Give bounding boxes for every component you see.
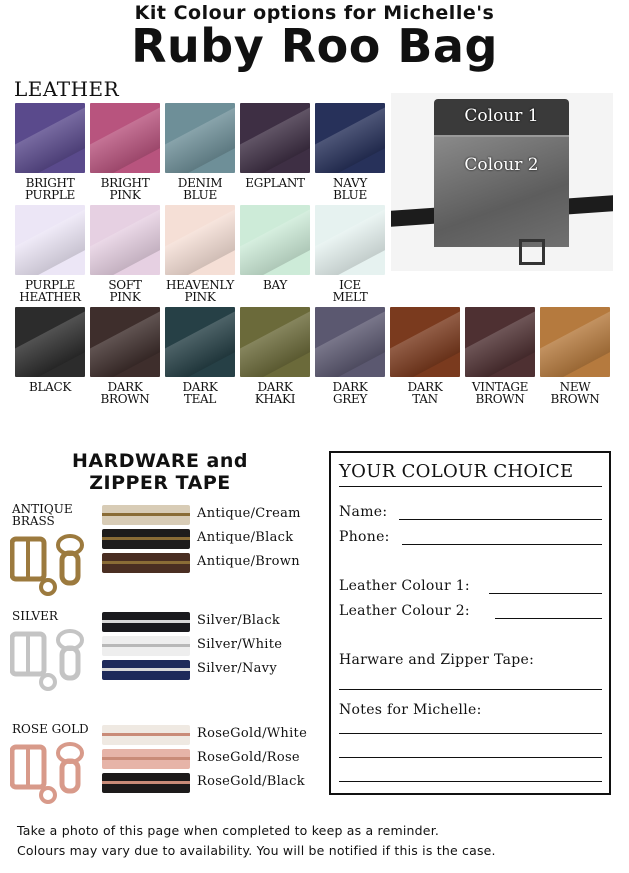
leather-swatch-label: SOFT PINK xyxy=(108,278,142,304)
leather-swatch xyxy=(90,307,160,377)
leather-swatch xyxy=(465,307,535,377)
zipper-tape-label: Silver/Black xyxy=(197,613,281,628)
page-title: Ruby Roo Bag xyxy=(131,19,498,73)
leather-swatch-label: NAVY BLUE xyxy=(333,176,367,202)
hardware-buckle-icon xyxy=(10,624,96,692)
bag-colour-2-panel xyxy=(434,137,569,247)
zipper-tape-swatch xyxy=(102,660,190,680)
hardware-buckle-icon xyxy=(10,737,96,805)
zipper-tape-label: RoseGold/Black xyxy=(197,774,305,789)
zipper-tape-label: Silver/Navy xyxy=(197,661,277,676)
leather-swatch-label: EGPLANT xyxy=(245,176,305,190)
leather-swatch-label: DARK TEAL xyxy=(182,380,218,406)
leather-swatch xyxy=(390,307,460,377)
zipper-tape-swatch xyxy=(102,773,190,793)
leather-swatch xyxy=(315,103,385,173)
leather-swatch-label: DENIM BLUE xyxy=(177,176,223,202)
hardware-group-name: SILVER xyxy=(12,609,58,623)
zipper-tape-swatch xyxy=(102,612,190,632)
leather-swatch xyxy=(165,205,235,275)
leather-swatch xyxy=(540,307,610,377)
leather-heading: LEATHER xyxy=(14,77,120,101)
leather-swatch-label: DARK BROWN xyxy=(100,380,150,406)
leather-swatch xyxy=(165,307,235,377)
leather-swatch-label: BRIGHT PINK xyxy=(100,176,150,202)
leather-swatch-label: HEAVENLY PINK xyxy=(166,278,234,304)
choice-title-underline xyxy=(339,486,602,487)
leather-swatch-label: DARK KHAKI xyxy=(254,380,296,406)
zipper-tape-label: Silver/White xyxy=(197,637,283,652)
hardware-group-name: ANTIQUE BRASS xyxy=(12,502,73,528)
leather-swatch xyxy=(15,205,85,275)
leather-swatch-label: BAY xyxy=(262,278,288,292)
bag-photo xyxy=(391,93,613,271)
leather-swatch xyxy=(15,307,85,377)
leather-swatch xyxy=(90,103,160,173)
leather-swatch-label: DARK TAN xyxy=(407,380,443,406)
notes-line-2[interactable] xyxy=(339,757,602,758)
hardware-heading-line2: ZIPPER TAPE xyxy=(89,472,231,494)
leather-swatch-label: ICE MELT xyxy=(332,278,368,304)
hardware-zipper-label: Harware and Zipper Tape: xyxy=(339,652,535,668)
zipper-tape-swatch xyxy=(102,636,190,656)
colour-choice-form xyxy=(329,451,611,795)
name-field[interactable] xyxy=(399,519,602,520)
zipper-tape-label: Antique/Brown xyxy=(197,554,300,569)
zipper-tape-swatch xyxy=(102,725,190,745)
colour-2-label: Colour 2 xyxy=(464,155,539,175)
zipper-tape-swatch xyxy=(102,529,190,549)
zipper-tape-label: Antique/Black xyxy=(197,530,294,545)
bag-buckle xyxy=(519,239,545,265)
leather-swatch-label: PURPLE HEATHER xyxy=(19,278,81,304)
phone-field[interactable] xyxy=(402,544,602,545)
leather-swatch-label: BLACK xyxy=(28,380,72,394)
leather-swatch xyxy=(240,103,310,173)
leather-colour-1-label: Leather Colour 1: xyxy=(339,578,470,594)
zipper-tape-swatch xyxy=(102,505,190,525)
leather-swatch xyxy=(165,103,235,173)
footer-note-2: Colours may vary due to availability. You will be notified if this is the case. xyxy=(17,843,496,858)
hardware-heading-line1: HARDWARE and xyxy=(72,450,248,472)
zipper-tape-swatch xyxy=(102,553,190,573)
choice-form-title: YOUR COLOUR CHOICE xyxy=(339,461,574,482)
zipper-tape-swatch xyxy=(102,749,190,769)
leather-colour-1-field[interactable] xyxy=(489,593,602,594)
leather-swatch xyxy=(15,103,85,173)
kit-subtitle: Kit Colour options for Michelle's xyxy=(134,2,495,24)
name-label: Name: xyxy=(339,504,388,520)
zipper-tape-label: RoseGold/Rose xyxy=(197,750,300,765)
colour-1-label: Colour 1 xyxy=(464,106,539,126)
zipper-tape-label: RoseGold/White xyxy=(197,726,308,741)
leather-swatch xyxy=(240,205,310,275)
leather-swatch xyxy=(315,205,385,275)
notes-label: Notes for Michelle: xyxy=(339,702,482,718)
zipper-tape-label: Antique/Cream xyxy=(197,506,301,521)
phone-label: Phone: xyxy=(339,529,390,545)
hardware-group-name: ROSE GOLD xyxy=(12,722,89,736)
hardware-zipper-field[interactable] xyxy=(339,689,602,690)
hardware-heading xyxy=(40,450,280,494)
leather-colour-2-field[interactable] xyxy=(495,618,602,619)
leather-swatch-label: VINTAGE BROWN xyxy=(471,380,529,406)
notes-line-1[interactable] xyxy=(339,733,602,734)
leather-swatch xyxy=(315,307,385,377)
notes-line-3[interactable] xyxy=(339,781,602,782)
footer-note-1: Take a photo of this page when completed to keep as a reminder. xyxy=(17,823,440,838)
leather-swatch-label: BRIGHT PURPLE xyxy=(24,176,75,202)
leather-colour-2-label: Leather Colour 2: xyxy=(339,603,470,619)
hardware-buckle-icon xyxy=(10,529,96,597)
leather-swatch xyxy=(90,205,160,275)
leather-swatch-label: NEW BROWN xyxy=(550,380,600,406)
leather-swatch-label: DARK GREY xyxy=(332,380,368,406)
leather-swatch xyxy=(240,307,310,377)
